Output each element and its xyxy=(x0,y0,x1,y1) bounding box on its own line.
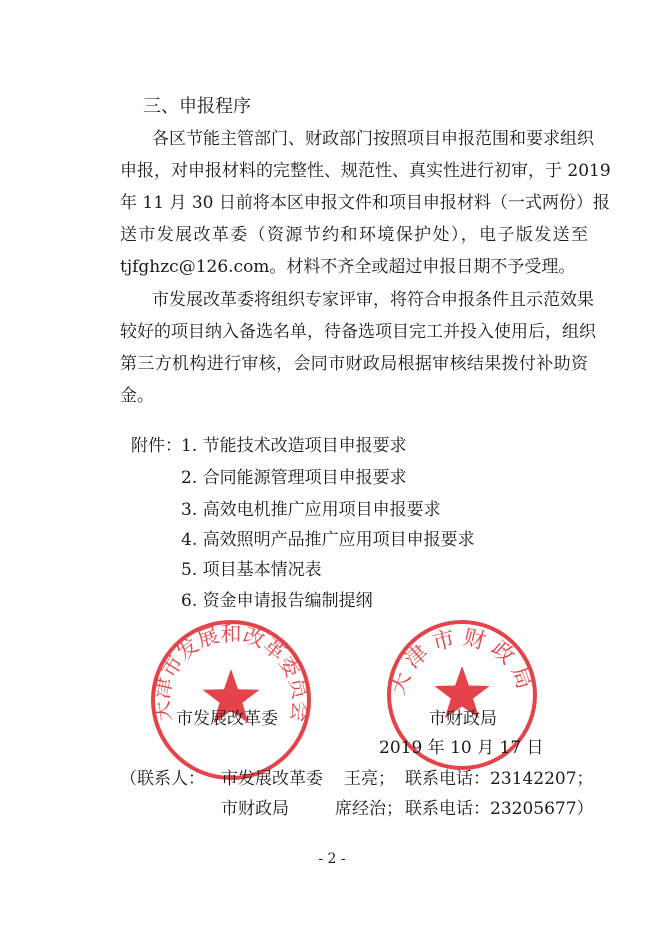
contact-org: 市财政局 xyxy=(221,799,289,819)
attachments-label: 附件： xyxy=(131,436,182,456)
contact-phone: 联系电话：23205677） xyxy=(405,799,594,819)
seal-left-text: 天津市发展和改革委员会 xyxy=(149,621,313,724)
page-number: - 2 - xyxy=(318,851,346,867)
section-heading: 三、申报程序 xyxy=(143,96,251,117)
contact-name: 王亮； xyxy=(344,769,395,789)
signature-left-org: 市发展改革委 xyxy=(176,709,278,729)
attachment-item: 5. 项目基本情况表 xyxy=(181,560,322,580)
development-reform-commission-seal xyxy=(148,617,314,783)
paragraph-2-line-1: 市发展改革委将组织专家评审，将符合申报条件且示范效果 xyxy=(152,290,594,310)
paragraph-2-line-2: 较好的项目纳入备选名单，待备选项目完工并投入使用后，组织 xyxy=(120,322,596,342)
contact-name: 席经治； xyxy=(335,799,403,819)
paragraph-1-line-5: tjfghzc@126.com。材料不齐全或超过申报日期不予受理。 xyxy=(120,257,576,277)
attachment-item: 3. 高效电机推广应用项目申报要求 xyxy=(181,500,441,520)
attachment-item: 6. 资金申请报告编制提纲 xyxy=(181,591,373,611)
paragraph-1-line-4: 送市发展改革委（资源节约和环境保护处），电子版发送至 xyxy=(120,225,588,245)
paragraph-1-line-1: 各区节能主管部门、财政部门按照项目申报范围和要求组织 xyxy=(152,129,594,149)
contacts-label: （联系人： xyxy=(120,769,205,789)
contact-phone: 联系电话：23142207； xyxy=(405,769,594,789)
attachment-item: 2. 合同能源管理项目申报要求 xyxy=(181,468,407,488)
seal-right-text: 天津市财政局 xyxy=(385,625,539,699)
contact-org: 市发展改革委 xyxy=(221,769,323,789)
signature-date: 2019 年 10 月 17 日 xyxy=(379,738,544,758)
paragraph-2-line-3: 第三方机构进行审核，会同市财政局根据审核结果拨付补助资 xyxy=(120,354,588,374)
paragraph-1-line-3: 年 11 月 30 日前将本区申报文件和项目申报材料（一式两份）报 xyxy=(120,193,610,213)
signature-right-org: 市财政局 xyxy=(429,709,497,729)
paragraph-1-line-2: 申报，对申报材料的完整性、规范性、真实性进行初审，于 2019 xyxy=(120,161,611,181)
attachment-item: 1. 节能技术改造项目申报要求 xyxy=(181,436,407,456)
attachment-item: 4. 高效照明产品推广应用项目申报要求 xyxy=(181,530,475,550)
paragraph-2-line-4: 金。 xyxy=(120,386,154,406)
